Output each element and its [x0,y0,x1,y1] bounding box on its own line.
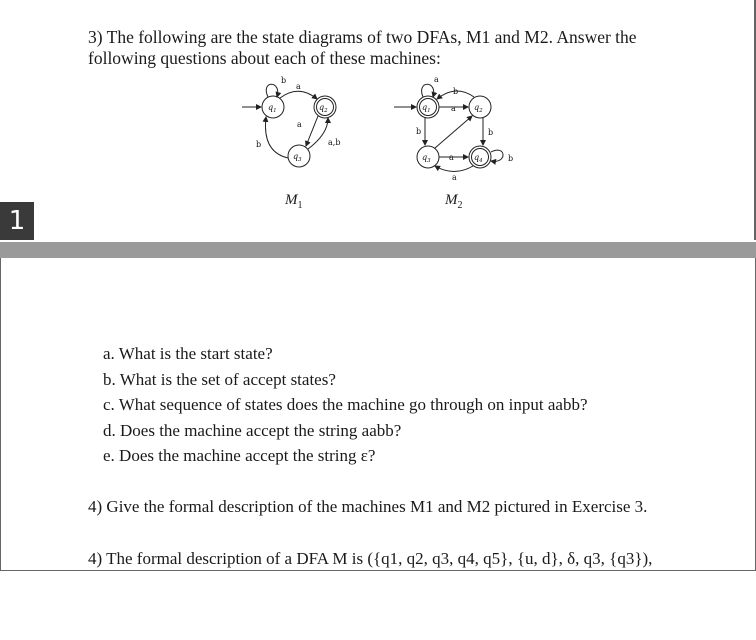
m2-edge-q4-loop [491,150,503,161]
m1-label-q1-q2: a [296,82,301,91]
m2-state-q2 [469,96,491,118]
m2-label-q4-q3: a [452,173,457,182]
m1-label-q2-q3: a [297,120,302,129]
m2-label-q1-q2: a [451,104,456,113]
document-page-1 [0,0,756,240]
question-4-formal-description: 4) Give the formal description of the machines M1 and M2 pictured in Exercise 3. [88,497,648,516]
m2-state-q4-label: $q_4$ [474,153,483,164]
m1-edge-q1-loop [266,84,278,97]
page-separator [0,242,756,258]
m2-label-q2-q1: b [453,87,459,96]
subquestion-list [103,346,588,474]
m1-state-q3-label: $q_3$ [293,152,302,163]
m2-label-q2-q4: b [488,128,494,137]
m2-label-q1-loop: a [434,75,439,84]
m1-state-q3 [288,145,310,167]
m1-diagram [242,76,340,167]
m2-edge-q3-q2 [435,116,472,148]
m1-caption: $M_1$ [285,192,303,211]
m1-label-q3-q2: a,b [328,138,341,147]
m2-state-q3-label: $q_3$ [422,153,431,164]
m1-edge-q3-q1 [265,117,288,158]
m1-state-q1-label: $q_1$ [268,103,277,114]
m2-label-q1-q3: b [416,127,422,136]
subquestion-c: c. What sequence of states does the machine go through on input aabb? [103,395,588,414]
m2-state-q4 [469,146,491,168]
m1-label-q3-q1: b [256,140,262,149]
m2-edge-q1-loop [422,84,434,97]
subquestion-d: d. Does the machine accept the string aabb? [103,420,402,440]
question-4-dfa-tuple: 4) The formal description of a DFA M is ({q1, q2, q3, q4, q5}, {u, d}, δ, q3, {q3}), [88,549,653,568]
m2-state-q1 [417,96,439,118]
subquestion-b: b. What is the set of accept states? [103,369,336,389]
m2-label-q4-loop: b [508,154,514,163]
m1-edge-q1-q2 [280,91,317,99]
m2-label-q3-q4: a [449,153,454,162]
m2-state-q1-label: $q_1$ [422,103,431,114]
m1-label-loop: b [281,76,287,85]
m1-state-q2 [314,96,336,118]
m2-diagram [394,75,513,182]
subquestion-a: a. What is the start state? [103,344,273,363]
question-3-line1: 3) The following are the state diagrams of two DFAs, M1 and M2. Answer the [88,27,637,47]
subquestion-e: e. Does the machine accept the string ε? [103,446,376,465]
m2-state-q2-label: $q_2$ [474,103,483,114]
m2-state-q3 [417,146,439,168]
m2-caption: $M_2$ [445,192,463,211]
page-number-badge: 1 [0,202,34,240]
m2-edge-q4-q3 [435,166,473,172]
m1-state-q2-label: $q_2$ [319,103,328,114]
question-3-line2: following questions about each of these machines: [88,48,441,68]
question-3 [88,27,708,69]
state-diagrams [220,72,530,182]
